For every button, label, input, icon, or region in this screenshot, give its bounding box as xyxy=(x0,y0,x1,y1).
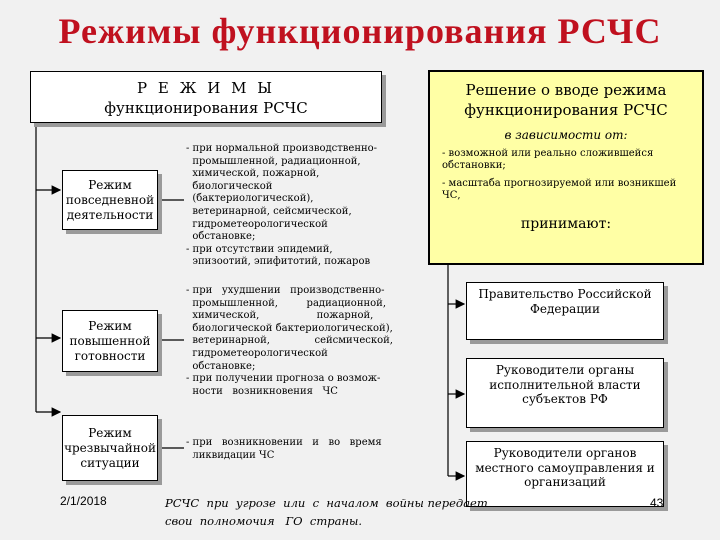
mode-box-emergency xyxy=(62,415,158,481)
mode-box-daily xyxy=(62,170,158,230)
authority-box-regional xyxy=(466,358,664,428)
page-number: 43 xyxy=(650,496,664,510)
authority-label: Руководители органы исполнительной власти субъектов РФ xyxy=(489,363,641,406)
decision-title: Решение о вводе режима функционирования РСЧС xyxy=(464,81,668,119)
footer-note: РСЧС при угрозе или с началом войны передает свои полномочия ГО страны. xyxy=(165,496,488,528)
modes-header-box xyxy=(30,71,382,123)
mode-label: Режим чрезвычайной ситуации xyxy=(64,425,156,470)
mode-box-high-alert xyxy=(62,310,158,372)
mode-label: Режим повышенной готовности xyxy=(69,318,151,363)
mode-conditions-emergency: - при возникновении и во время ликвидации ЧС xyxy=(186,437,382,461)
decision-accept-label: принимают: xyxy=(520,216,612,232)
slide-title: Режимы функционирования РСЧС xyxy=(58,11,662,51)
authority-label: Правительство Российской Федерации xyxy=(478,287,652,316)
decision-factor: - масштаба прогнозируемой или возникшей ЧС, xyxy=(442,178,677,201)
decision-factor: - возможной или реально сложившейся обстановки; xyxy=(442,148,654,171)
mode-conditions-high-alert: - при ухудшении производственно- промышленной, радиационной, химической, пожарной, биологической бактериологической), ветеринарной, сейсмической, гидрометеорологической обстановке; - при получении прогноза о возмож- ности возникновения ЧС xyxy=(186,285,393,397)
decision-box xyxy=(428,70,704,265)
modes-header-line2: функционирования РСЧС xyxy=(104,99,308,117)
mode-conditions-daily: - при нормальной производственно- промышленной, радиационной, химической, пожарной, биологической (бактериологической), ветеринарной, сейсмической, гидрометеорологической обстановке; - при отсутствии эпидемий, эпизоотий, эпифитотий, пожаров xyxy=(186,143,378,268)
slide-date: 2/1/2018 xyxy=(60,494,107,508)
authority-box-government xyxy=(466,282,664,340)
authority-label: Руководители органов местного самоуправления и организаций xyxy=(475,446,655,489)
mode-label: Режим повседневной деятельности xyxy=(65,177,155,222)
decision-depends-label: в зависимости от: xyxy=(504,128,628,142)
modes-header-line1: Р Е Ж И М Ы xyxy=(137,79,275,97)
authority-box-local xyxy=(466,441,664,507)
